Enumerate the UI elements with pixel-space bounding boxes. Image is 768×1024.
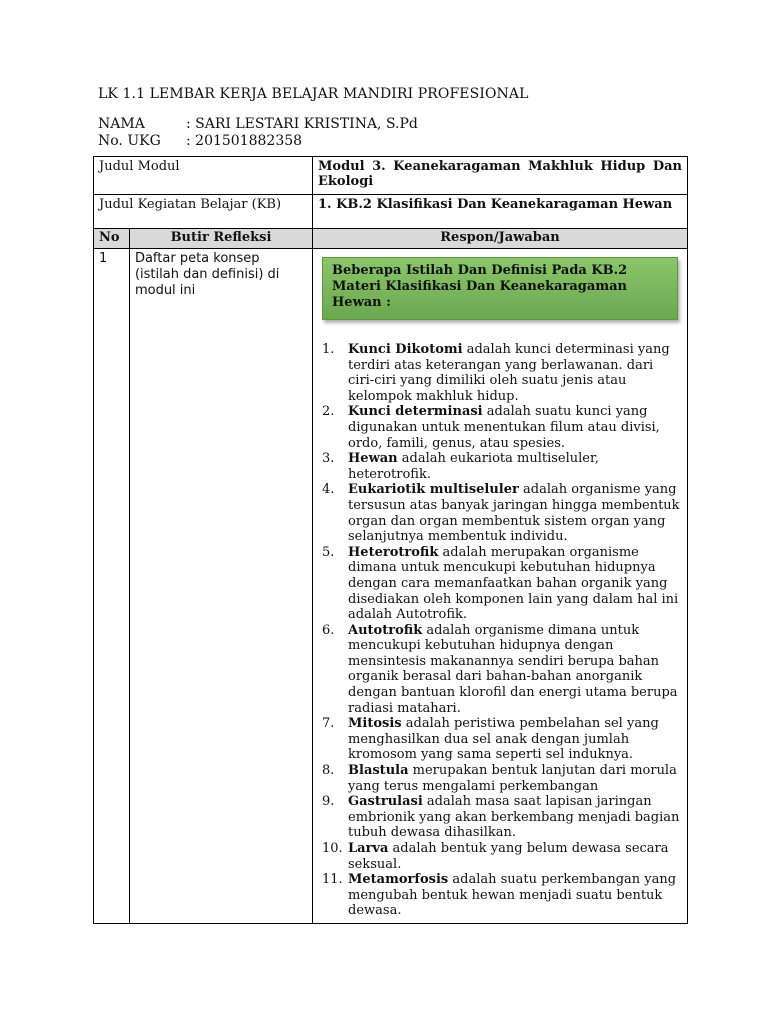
list-item-text xyxy=(348,623,682,717)
list-item xyxy=(318,763,682,794)
term-definition: adalah merupakan organisme dimana untuk mencukupi kebutuhan hidupnya dengan cara memanfaatkan bahan organik yang disediakan oleh komponen lain yang dalam hal ini adalah Autotrofik. xyxy=(348,544,679,623)
judul-modul-value: Modul 3. Keanekaragaman Makhluk Hidup Dan Ekologi xyxy=(313,157,688,195)
list-item xyxy=(318,623,682,717)
list-item-text xyxy=(348,841,682,872)
definitions-heading-box: Beberapa Istilah Dan Definisi Pada KB.2 Materi Klasifikasi Dan Keanekaragaman Hewan : xyxy=(322,257,678,320)
list-item-text xyxy=(348,872,682,919)
list-item-text xyxy=(348,545,682,623)
judul-kb-label: Judul Kegiatan Belajar (KB) xyxy=(94,195,313,229)
list-item xyxy=(318,451,682,482)
table-header-row xyxy=(94,229,688,249)
term-definition: adalah suatu perkembangan yang mengubah bentuk hewan menjadi suatu bentuk dewasa. xyxy=(348,872,677,919)
term-name: Larva xyxy=(348,841,389,856)
list-item-number: 8. xyxy=(322,763,335,779)
list-item-number: 4. xyxy=(322,482,335,498)
term-definition: adalah masa saat lapisan jaringan embrionik yang akan berkembang menjadi bagian tubuh dewasa dihasilkan. xyxy=(348,794,680,841)
list-item-text xyxy=(348,794,682,841)
term-definition: adalah organisme yang tersusun atas banyak jaringan hingga membentuk organ dan organ membentuk sistem organ yang selanjutnya membentuk individu. xyxy=(348,482,680,545)
list-item-number: 11. xyxy=(322,872,343,888)
term-definition: adalah suatu kunci yang digunakan untuk menentukan filum atau divisi, ordo, famili, genus, atau spesies. xyxy=(348,404,660,451)
row-butir-refleksi: Daftar peta konsep (istilah dan definisi) di modul ini xyxy=(129,249,312,924)
term-definition: adalah bentuk yang belum dewasa secara seksual. xyxy=(348,841,669,872)
term-name: Metamorfosis xyxy=(348,872,449,888)
document-header xyxy=(98,86,528,150)
ukg-label: No. UKG xyxy=(98,133,161,149)
judul-kb-row xyxy=(94,195,688,229)
ukg-row xyxy=(98,133,528,150)
list-item xyxy=(318,482,682,544)
term-definition: adalah eukariota multiseluler, heterotrofik. xyxy=(348,451,599,482)
list-item-number: 2. xyxy=(322,404,335,420)
term-name: Heterotrofik xyxy=(348,544,439,560)
worksheet-table xyxy=(93,156,688,924)
list-item-number: 3. xyxy=(322,451,335,467)
col-no-header: No xyxy=(94,229,130,249)
term-name: Blastula xyxy=(348,763,409,779)
term-definition: merupakan bentuk lanjutan dari morula yang terus mengalami perkembangan xyxy=(348,763,677,794)
term-name: Hewan xyxy=(348,451,398,467)
list-item-number: 10. xyxy=(322,841,343,856)
col-respon-header: Respon/Jawaban xyxy=(313,229,688,249)
row-number: 1 xyxy=(94,249,130,924)
term-name: Autotrofik xyxy=(348,622,423,638)
nama-row xyxy=(98,116,528,133)
list-item xyxy=(318,841,682,872)
term-name: Gastrulasi xyxy=(348,794,423,810)
list-item-text xyxy=(348,451,682,482)
judul-kb-value: 1. KB.2 Klasifikasi Dan Keanekaragaman Hewan xyxy=(313,195,688,229)
list-item xyxy=(318,545,682,623)
list-item xyxy=(318,794,682,841)
judul-modul-row xyxy=(94,157,688,195)
table-row xyxy=(94,249,688,924)
list-item xyxy=(318,342,682,404)
document-title: LK 1.1 LEMBAR KERJA BELAJAR MANDIRI PROFESIONAL xyxy=(98,86,529,102)
list-item-text xyxy=(348,342,682,404)
term-name: Kunci determinasi xyxy=(348,404,483,420)
term-definition: adalah organisme dimana untuk mencukupi kebutuhan hidupnya dengan mensintesis makanannya sendiri berupa bahan organik berasal dari bahan-bahan anorganik dengan bantuan klorofil dan energi utama berupa radiasi matahari. xyxy=(348,622,678,716)
list-item-text xyxy=(348,716,682,763)
list-item-number: 9. xyxy=(322,794,335,810)
list-item-text xyxy=(348,482,682,544)
col-butir-header: Butir Refleksi xyxy=(129,229,312,249)
list-item-number: 6. xyxy=(322,622,335,638)
list-item-text xyxy=(348,404,682,451)
nama-value: : SARI LESTARI KRISTINA, S.Pd xyxy=(186,116,418,132)
row-respon xyxy=(313,249,688,924)
term-definition: adalah kunci determinasi yang terdiri atas keterangan yang berlawanan. dari ciri-ciri yang dimiliki oleh suatu jenis atau kelompok makhluk hidup. xyxy=(348,342,670,404)
ukg-value: : 201501882358 xyxy=(186,133,303,149)
list-item xyxy=(318,716,682,763)
nama-label: NAMA xyxy=(98,116,145,132)
judul-modul-label: Judul Modul xyxy=(94,157,313,195)
list-item-text xyxy=(348,763,682,794)
list-item xyxy=(318,404,682,451)
list-item-number: 5. xyxy=(322,544,335,560)
definitions-list xyxy=(318,342,682,919)
term-name: Mitosis xyxy=(348,716,402,732)
term-name: Kunci Dikotomi xyxy=(348,342,463,357)
term-name: Eukariotik multiseluler xyxy=(348,482,519,498)
list-item-number: 7. xyxy=(322,716,335,732)
list-item xyxy=(318,872,682,919)
term-definition: adalah peristiwa pembelahan sel yang menghasilkan dua sel anak dengan jumlah kromosom yang sama seperti sel induknya. xyxy=(348,716,659,763)
list-item-number: 1. xyxy=(322,342,335,357)
